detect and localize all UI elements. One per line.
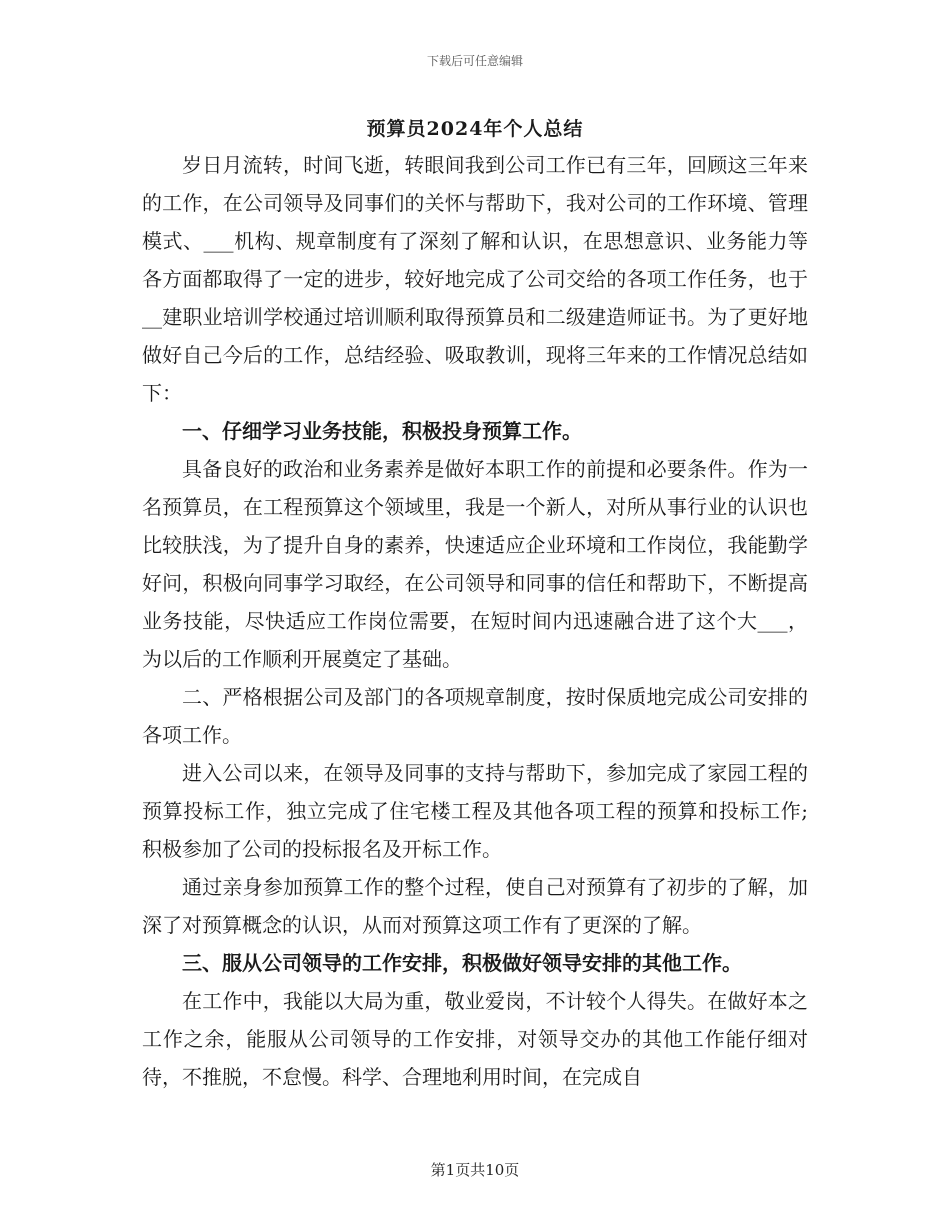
page-indicator: 第1页共10页 — [430, 1161, 520, 1179]
section-1-paragraph: 具备良好的政治和业务素养是做好本职工作的前提和必要条件。作为一名预算员，在工程预算这个领域里，我是一个新人，对所从事行业的认识也比较肤浅，为了提升自身的素养，快速适应企业环境和工作岗位，我能勤学好问，积极向同事学习取经，在公司领导和同事的信任和帮助下，不断提高业务技能，尽快适应工作岗位需要，在短时间内迅速融合进了这个大___，为以后的工作顺利开展奠定了基础。 — [142, 457, 808, 671]
section-3-paragraph: 在工作中，我能以大局为重，敬业爱岗，不计较个人得失。在做好本之工作之余，能服从公司领导的工作安排，对领导交办的其他工作能仔细对待，不推脱，不怠慢。科学、合理地利用时间，在完成自 — [142, 989, 808, 1089]
document-title: 预算员2024年个人总结 — [366, 118, 584, 140]
section-heading-3: 三、服从公司领导的工作安排，积极做好领导安排的其他工作。 — [182, 951, 742, 975]
header-note: 下载后可任意编辑 — [426, 54, 523, 68]
document-body — [142, 146, 808, 1096]
intro-paragraph: 岁日月流转，时间飞逝，转眼间我到公司工作已有三年，回顾这三年来的工作，在公司领导及同事们的关怀与帮助下，我对公司的工作环境、管理模式、___机构、规章制度有了深刻了解和认识，在思想意识、业务能力等各方面都取得了一定的进步，较好地完成了公司交给的各项工作任务，也于__建职业培训学校通过培训顺利取得预算员和二级建造师证书。为了更好地做好自己今后的工作，总结经验、吸取教训，现将三年来的工作情况总结如下： — [142, 153, 808, 405]
section-heading-2: 二、严格根据公司及部门的各项规章制度，按时保质地完成公司安排的各项工作。 — [142, 685, 808, 747]
section-2-paragraph-1: 进入公司以来，在领导及同事的支持与帮助下，参加完成了家园工程的预算投标工作，独立完成了住宅楼工程及其他各项工程的预算和投标工作;积极参加了公司的投标报名及开标工作。 — [142, 761, 808, 861]
section-heading-1: 一、仔细学习业务技能，积极投身预算工作。 — [182, 419, 582, 443]
section-2-paragraph-2: 通过亲身参加预算工作的整个过程，使自己对预算有了初步的了解，加深了对预算概念的认识，从而对预算这项工作有了更深的了解。 — [142, 875, 808, 937]
